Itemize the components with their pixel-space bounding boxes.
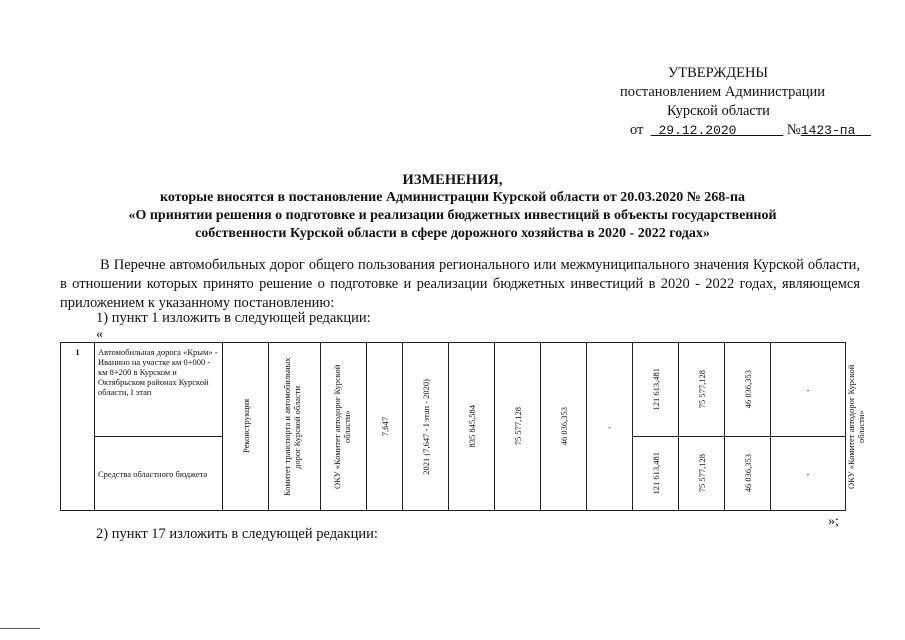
approval-line-2: постановлением Администрации (620, 84, 826, 100)
heading-line-4: собственности Курской области в сфере дорожного хозяйства в 2020 - 2022 годах» (195, 226, 710, 241)
length-cell (367, 343, 403, 511)
cost-2020-cell (495, 343, 541, 511)
work-type-cell (223, 343, 269, 511)
close-quote: »; (828, 514, 839, 529)
top-value-2: 75 577,128 (696, 370, 707, 409)
developer-cell (321, 343, 367, 511)
footer-divider (0, 628, 40, 629)
developer: ОКУ «Комитет автодорог Курской области» (331, 364, 352, 489)
document-heading (60, 171, 845, 243)
dash-cell: - (587, 343, 633, 511)
top-value-1-cell (633, 343, 679, 437)
funding-source: Средства областного бюджета (95, 437, 223, 511)
approval-title: УТВЕРЖДЕНЫ (668, 65, 769, 81)
intro-paragraph: В Перечне автомобильных дорог общего пользования регионального или межмуниципального значения Курской области, в отношении которых принято решение о подготовке и реализации бюджетных инвестиций в 2020 - 2022 годах, являющемся приложением к указанному постановлению: (60, 257, 860, 311)
item-1-text: 1) пункт 1 изложить в следующей редакции: (96, 310, 371, 326)
bottom-value-3: 46 036,353 (742, 454, 753, 493)
approval-date: 29.12.2020 (658, 123, 737, 138)
cost-2020: 75 577,128 (512, 407, 523, 446)
top-value-3: 46 036,353 (742, 370, 753, 409)
date-prefix: от (630, 122, 644, 138)
row-number: 1 (61, 343, 95, 511)
top-value-3-cell (725, 343, 771, 437)
top-value-1: 121 613,481 (650, 368, 661, 411)
bottom-value-3-cell (725, 437, 771, 511)
bottom-value-1: 121 613,481 (650, 452, 661, 495)
work-type: Реконструкция (240, 399, 251, 454)
approval-number: 1423-па (800, 123, 856, 138)
top-value-4: - (771, 343, 846, 437)
approval-line-3: Курской области (667, 103, 770, 119)
heading-line-3: «О принятии решения о подготовке и реализации бюджетных инвестиций в объекты государственной (128, 208, 777, 223)
bottom-value-2-cell (679, 437, 725, 511)
heading-title: ИЗМЕНЕНИЯ, (402, 172, 503, 188)
estimated-cost: 835 845,584 (466, 405, 477, 448)
period-cell (403, 343, 449, 511)
period: 2021 (7,647 - I этап - 2020) (420, 378, 431, 475)
cost-2021-cell (541, 343, 587, 511)
approval-block (620, 64, 860, 140)
bottom-value-2: 75 577,128 (696, 454, 707, 493)
estimated-cost-cell (449, 343, 495, 511)
item-2-text: 2) пункт 17 изложить в следующей редакции: (96, 526, 378, 542)
cost-2021: 46 036,353 (558, 407, 569, 446)
customer: Комитет транспорта и автомобильных дорог Курской области (281, 357, 302, 496)
heading-line-2: которые вносятся в постановление Администрации Курской области от 20.03.2020 № 268-па (159, 190, 746, 205)
top-value-2-cell (679, 343, 725, 437)
customer-cell (269, 343, 321, 511)
executor: ОКУ «Комитет автодорог Курской области» (846, 364, 866, 489)
length: 7,647 (379, 416, 390, 437)
open-quote: « (96, 327, 103, 342)
bottom-value-1-cell (633, 437, 679, 511)
approval-date-line (620, 121, 860, 140)
bottom-value-4: - (771, 437, 846, 511)
changes-table (60, 342, 866, 511)
number-prefix: № (786, 122, 801, 138)
object-name: Автомобильная дорога «Крым» - Иванино на участке км 0+000 - км 8+200 в Курском и Октябрьском районах Курской области, I этап (95, 343, 223, 437)
